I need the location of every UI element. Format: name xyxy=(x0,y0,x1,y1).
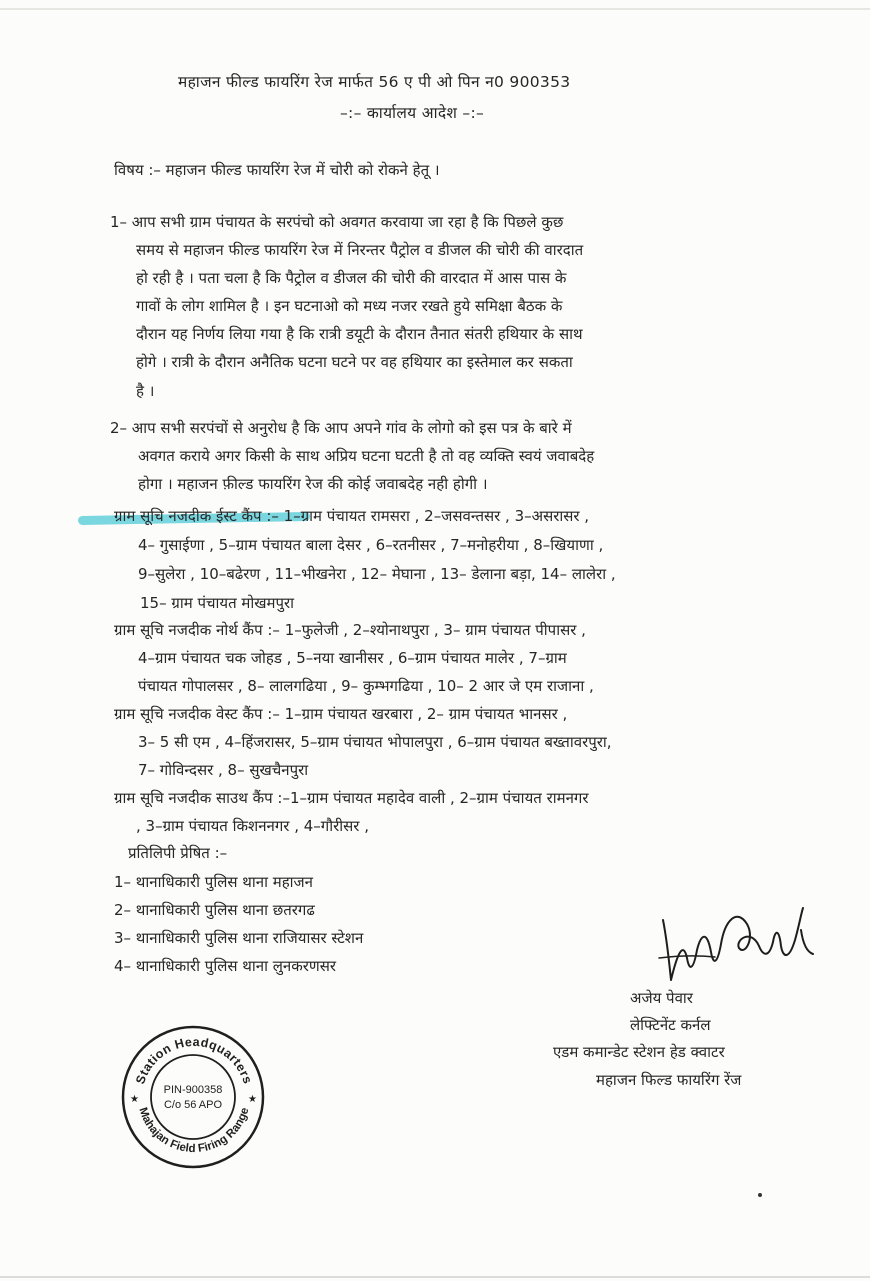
signatory-name: अजेय पेवार xyxy=(630,989,693,1007)
ink-dot xyxy=(758,1193,762,1197)
para2-line: होगा । महाजन फ़ील्ड फायरिंग रेज की कोई जवाबदेह नही होगी । xyxy=(138,475,488,493)
copy-to-item: 2– थानाधिकारी पुलिस थाना छतरगढ xyxy=(114,901,315,919)
east-camp-line: ग्राम सूचि नजदीक ईस्ट कैंप :– 1–ग्राम पंचायत रामसरा , 2–जसवन्तसर , 3–असरासर , xyxy=(114,507,590,525)
para1-line: गावों के लोग शामिल है । इन घटनाओ को मध्य नजर रखते हुये समिक्षा बैठक के xyxy=(136,297,563,315)
subject-line: विषय :– महाजन फील्ड फायरिंग रेज में चोरी को रोकने हेतू । xyxy=(114,161,440,179)
para1-line: होगे । रात्री के दौरान अनैतिक घटना घटने पर वह हथियार का इस्तेमाल कर सकता xyxy=(136,353,573,371)
stamp-apo: C/o 56 APO xyxy=(163,1099,223,1111)
handwritten-signature xyxy=(655,900,820,995)
east-camp-line: 4– गुसाईणा , 5–ग्राम पंचायत बाला देसर , 6–रतनीसर , 7–मनोहरीया , 8–खियाणा , xyxy=(138,536,604,554)
north-camp-line: पंचायत गोपालसर , 8– लालगढिया , 9– कुम्भगढिया , 10– 2 आर जे एम राजाना , xyxy=(138,677,594,695)
official-stamp xyxy=(118,1022,268,1172)
east-camp-line: 9–सुलेरा , 10–बढेरण , 11–भीखनेरा , 12– मेघाना , 13– डेलाना बड़ा, 14– लालेरा , xyxy=(138,565,616,583)
stamp-pin: PIN-900358 xyxy=(163,1084,223,1096)
signatory-unit: महाजन फिल्ड फायरिंग रेंज xyxy=(596,1071,742,1089)
copy-to-item: 1– थानाधिकारी पुलिस थाना महाजन xyxy=(114,873,314,891)
para1-line: है । xyxy=(136,382,155,400)
west-camp-line: 3– 5 सी एम , 4–हिंजरासर, 5–ग्राम पंचायत भोपालपुरा , 6–ग्राम पंचायत बख्तावरपुरा, xyxy=(138,733,612,751)
signatory-rank: लेफ्टिनेंट कर्नल xyxy=(630,1016,711,1034)
copy-to-item: 3– थानाधिकारी पुलिस थाना राजियासर स्टेशन xyxy=(114,929,364,947)
stamp-star-right: ★ xyxy=(248,1094,257,1105)
south-camp-line: , 3–ग्राम पंचायत किशननगर , 4–गौरीसर , xyxy=(136,817,369,835)
signatory-title: एडम कमान्डेट स्टेशन हेड क्वाटर xyxy=(553,1043,725,1061)
header-line-1: महाजन फील्ड फायरिंग रेज मार्फत 56 ए पी ओ पिन न0 900353 xyxy=(178,73,571,91)
bottom-edge-line xyxy=(0,1276,870,1278)
stamp-star-left: ★ xyxy=(130,1094,139,1105)
para1-line: समय से महाजन फील्ड फायरिंग रेज में निरन्तर पैट्रोल व डीजल की चोरी की वारदात xyxy=(136,241,584,259)
north-camp-line: ग्राम सूचि नजदीक नोर्थ कैंप :– 1–फुलेजी , 2–श्योनाथपुरा , 3– ग्राम पंचायत पीपासर , xyxy=(114,621,586,639)
south-camp-line: ग्राम सूचि नजदीक साउथ कैंप :–1–ग्राम पंचायत महादेव वाली , 2–ग्राम पंचायत रामनगर xyxy=(114,789,589,807)
north-camp-line: 4–ग्राम पंचायत चक जोहड , 5–नया खानीसर , 6–ग्राम पंचायत मालेर , 7–ग्राम xyxy=(138,649,567,667)
west-camp-line: ग्राम सूचि नजदीक वेस्ट कैंप :– 1–ग्राम पंचायत खरबारा , 2– ग्राम पंचायत भानसर , xyxy=(114,705,568,723)
para2-line: 2– आप सभी सरपंचों से अनुरोध है कि आप अपने गांव के लोगो को इस पत्र के बारे में xyxy=(110,419,572,437)
header-line-2: –:– कार्यालय आदेश –:– xyxy=(340,104,485,122)
para1-line: हो रही है । पता चला है कि पैट्रोल व डीजल की चोरी की वारदात में आस पास के xyxy=(136,269,567,287)
top-edge-line xyxy=(0,8,870,10)
para2-line: अवगत कराये अगर किसी के साथ अप्रिय घटना घटती है तो वह व्यक्ति स्वयं जवाबदेह xyxy=(138,447,595,465)
stamp-ring-bottom: Mahajan Field Firing Range xyxy=(136,1106,252,1156)
east-camp-line: 15– ग्राम पंचायत मोखमपुरा xyxy=(140,594,295,612)
copy-to-item: 4– थानाधिकारी पुलिस थाना लुनकरणसर xyxy=(114,957,336,975)
para1-line: 1– आप सभी ग्राम पंचायत के सरपंचो को अवगत करवाया जा रहा है कि पिछले कुछ xyxy=(110,213,564,231)
west-camp-line: 7– गोविन्दसर , 8– सुखचैनपुरा xyxy=(138,761,309,779)
stamp-ring-top: Station Headquarters xyxy=(133,1034,255,1086)
copy-to-heading: प्रतिलिपी प्रेषित :– xyxy=(128,844,228,862)
para1-line: दौरान यह निर्णय लिया गया है कि रात्री डयूटी के दौरान तैनात संतरी हथियार के साथ xyxy=(136,325,583,343)
